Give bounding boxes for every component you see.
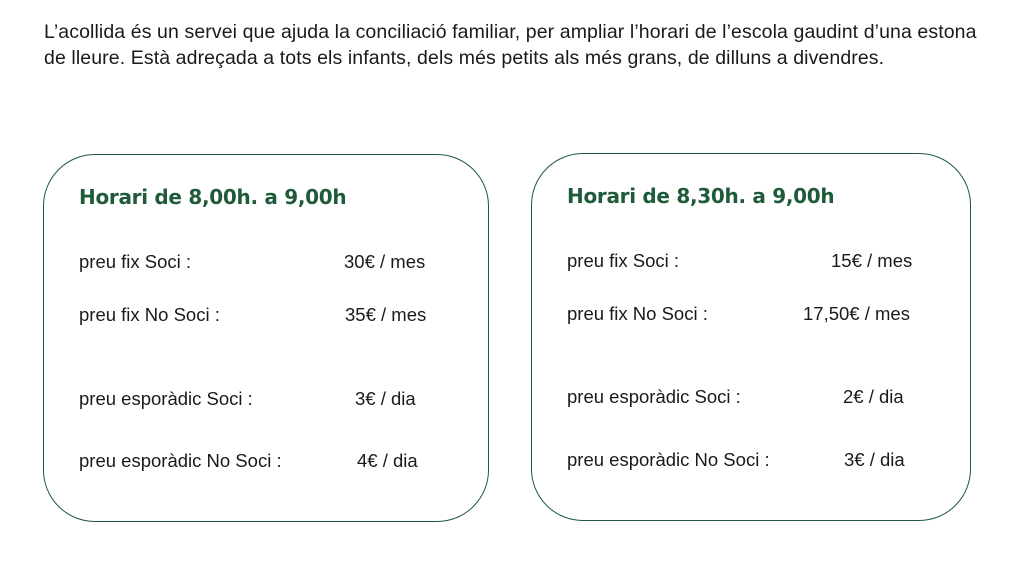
price-value: 15€ / mes [831,250,913,271]
price-label: preu esporàdic Soci : [79,388,253,409]
price-label: preu esporàdic Soci : [567,386,741,407]
price-value: 35€ / mes [345,304,427,325]
price-label: preu fix Soci : [79,251,192,272]
price-value: 17,50€ / mes [803,303,910,324]
schedule-card-8-30 [531,153,971,521]
card-title: Horari de 8,00h. a 9,00h [79,185,347,209]
price-value: 3€ / dia [355,388,416,409]
price-label: preu fix No Soci : [567,303,708,324]
schedule-card-8-00 [43,154,489,522]
price-label: preu fix Soci : [567,250,680,271]
price-label: preu esporàdic No Soci : [567,449,770,470]
price-label: preu fix No Soci : [79,304,220,325]
card-title: Horari de 8,30h. a 9,00h [567,184,835,208]
price-value: 3€ / dia [844,449,905,470]
price-value: 4€ / dia [357,450,418,471]
intro-paragraph: L’acollida és un servei que ajuda la conciliació familiar, per ampliar l’horari de l’escola gaudint d’una estona de lleure. Està adreçada a tots els infants, dels més petits als més grans, de dilluns a divendres. [44,21,977,69]
price-value: 30€ / mes [344,251,426,272]
price-label: preu esporàdic No Soci : [79,450,282,471]
price-value: 2€ / dia [843,386,904,407]
